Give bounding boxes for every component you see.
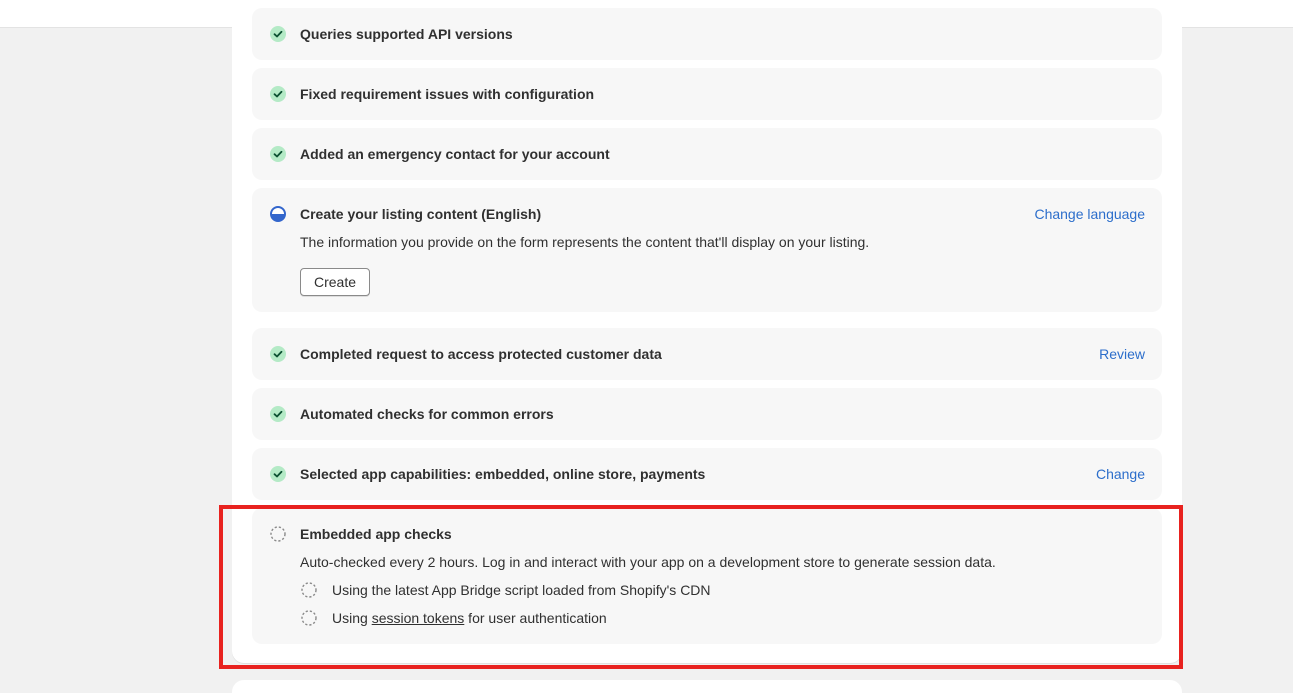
checkmark-circle-icon: [269, 405, 287, 423]
item-title: Embedded app checks: [300, 526, 452, 542]
checklist-item-embedded-app-checks: [252, 508, 1162, 644]
sub-check-text: Using the latest App Bridge script loaded from Shopify's CDN: [332, 582, 711, 598]
change-link[interactable]: Change: [1095, 466, 1145, 482]
dashed-circle-icon: [269, 525, 287, 543]
session-tokens-link[interactable]: session tokens: [371, 610, 465, 626]
review-link[interactable]: Review: [1099, 346, 1145, 362]
checklist-item-app-capabilities: [252, 448, 1162, 500]
checklist-item-protected-data: [252, 328, 1162, 380]
change-language-link[interactable]: Change language: [1034, 206, 1145, 222]
checkmark-circle-icon: [269, 25, 287, 43]
create-button[interactable]: Create: [300, 268, 370, 296]
item-title: Automated checks for common errors: [300, 406, 554, 422]
checklist-item-api-versions: [252, 8, 1162, 60]
checklist-item-automated-checks: [252, 388, 1162, 440]
checklist-item-listing-content: [252, 188, 1162, 312]
item-title: Create your listing content (English): [300, 206, 542, 222]
checkmark-circle-icon: [269, 465, 287, 483]
item-title: Fixed requirement issues with configuration: [300, 86, 595, 102]
item-description: The information you provide on the form represents the content that'll display on your listing.: [300, 234, 870, 250]
checkmark-circle-icon: [269, 345, 287, 363]
item-title: Added an emergency contact for your account: [300, 146, 610, 162]
item-title: Completed request to access protected customer data: [300, 346, 662, 362]
checklist-item-emergency-contact: [252, 128, 1162, 180]
sub-check-text: [332, 610, 607, 626]
checkmark-circle-icon: [269, 145, 287, 163]
dashed-circle-icon: [300, 581, 318, 599]
dashed-circle-icon: [300, 609, 318, 627]
checkmark-circle-icon: [269, 85, 287, 103]
item-title: Selected app capabilities: embedded, online store, payments: [300, 466, 706, 482]
half-circle-progress-icon: [269, 205, 287, 223]
item-title: Queries supported API versions: [300, 26, 513, 42]
sub-check-text-before: Using: [332, 610, 372, 626]
next-card: [232, 680, 1182, 693]
sub-check-text-after: for user authentication: [464, 610, 607, 626]
checklist-item-requirements: [252, 68, 1162, 120]
item-description: Auto-checked every 2 hours. Log in and interact with your app on a development store to generate session data.: [300, 554, 996, 570]
